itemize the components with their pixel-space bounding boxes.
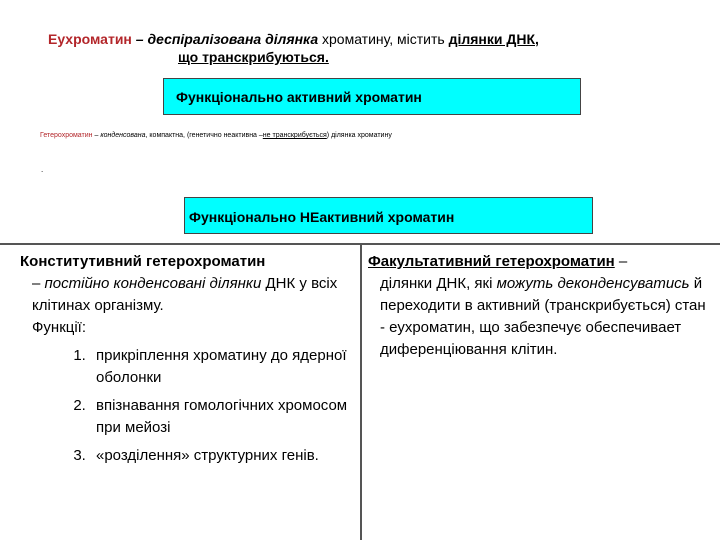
facultative-part2: й переходити в активний (транскрибується) стан - еухроматин, що забезпечує обеспечивает диференціювання клітин. [380, 275, 706, 358]
facultative-dash: – [614, 253, 628, 270]
heterochromatin-not-transcribed: не транскрибується [262, 132, 327, 139]
heterochromatin-term: Гетерохроматин [40, 132, 93, 139]
constitutive-dash: – [32, 275, 45, 292]
euchromatin-term: Еухроматин [48, 31, 132, 47]
facultative-heading: Факультативний гетерохроматин [368, 253, 615, 270]
constitutive-heading: Конститутивний гетерохроматин [20, 253, 266, 270]
constitutive-italic: постійно конденсовані ділянки [44, 275, 262, 292]
stray-dot: . [41, 165, 44, 174]
heterochromatin-end: ) ділянка хроматину [326, 132, 392, 139]
function-item: 1. прикріплення хроматину до ядерної оболонки [90, 345, 354, 389]
facultative-heterochromatin-cell [362, 245, 720, 540]
euchromatin-definition [48, 30, 708, 66]
functionally-active-chromatin-box: Функціонально активний хроматин [163, 78, 581, 115]
heterochromatin-types-table [0, 243, 720, 540]
functions-label: Функції: [32, 319, 87, 336]
function-item: 2. впізнавання гомологічних хромосом при мейозі [90, 395, 354, 439]
euchromatin-definition-italic: – деспіралізована ділянка [131, 31, 319, 47]
euchromatin-underlined-1: ділянки ДНК, [448, 31, 539, 47]
facultative-part1: ділянки ДНК, які [380, 275, 497, 292]
facultative-italic: можуть деконденсуватись [496, 275, 690, 292]
heterochromatin-dash: – [92, 132, 101, 139]
euchromatin-rest: хроматину, містить [318, 31, 449, 47]
functionally-inactive-chromatin-box: Функціонально НЕактивний хроматин [184, 197, 593, 234]
heterochromatin-definition [40, 131, 392, 140]
constitutive-rest: ДНК у всіх клітинах організму. [32, 275, 338, 314]
heterochromatin-condensed: конденсована [100, 132, 146, 139]
euchromatin-underlined-2: що транскрибуються. [178, 49, 329, 65]
functions-list [20, 345, 354, 467]
heterochromatin-middle: , компактна, (генетично неактивна – [145, 132, 263, 139]
function-item: 3. «розділення» структурних генів. [90, 445, 354, 467]
constitutive-heterochromatin-cell [0, 245, 362, 540]
